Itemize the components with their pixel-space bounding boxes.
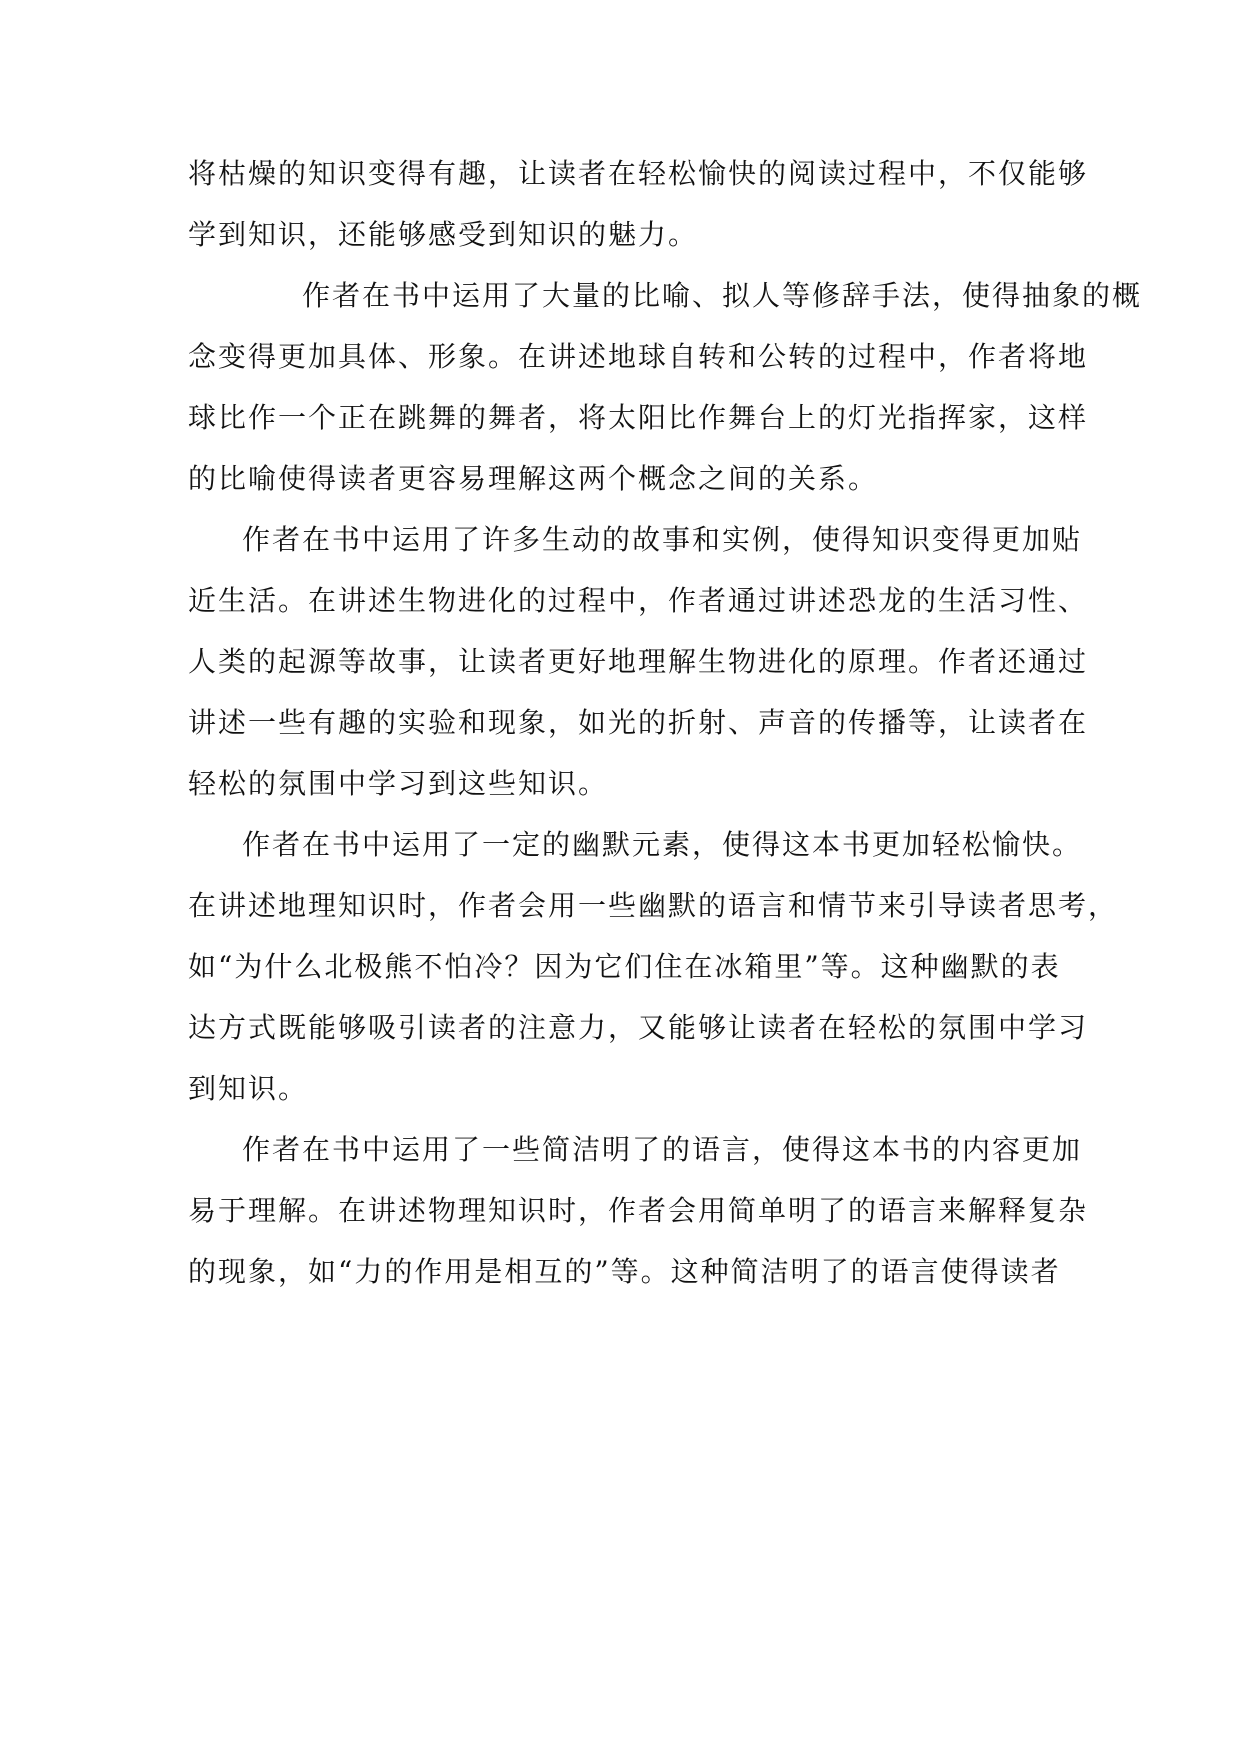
paragraph-line: 人类的起源等故事，让读者更好地理解生物进化的原理。作者还通过: [188, 645, 1089, 678]
document-body: [188, 143, 1143, 1302]
paragraph-line: 作者在书中运用了许多生动的故事和实例，使得知识变得更加贴: [242, 523, 1083, 556]
paragraph-line: 作者在书中运用了一些简洁明了的语言，使得这本书的内容更加: [242, 1133, 1083, 1166]
paragraph-4: [188, 814, 1119, 1119]
paragraph-line: 将枯燥的知识变得有趣，让读者在轻松愉快的阅读过程中，不仅能够: [188, 157, 1089, 190]
paragraph-line: 学到知识，还能够感受到知识的魅力。: [188, 218, 699, 251]
paragraph-line: 作者在书中运用了一定的幽默元素，使得这本书更加轻松愉快。: [242, 828, 1083, 861]
paragraph-line: 的比喻使得读者更容易理解这两个概念之间的关系。: [188, 462, 879, 495]
paragraph-5: [188, 1119, 1089, 1302]
paragraph-line: 的现象，如“力的作用是相互的”等。这种简洁明了的语言使得读者: [188, 1255, 1061, 1288]
paragraph-line: 念变得更加具体、形象。在讲述地球自转和公转的过程中，作者将地: [188, 340, 1089, 373]
paragraph-line: 讲述一些有趣的实验和现象，如光的折射、声音的传播等，让读者在: [188, 706, 1089, 739]
paragraph-line: 易于理解。在讲述物理知识时，作者会用简单明了的语言来解释复杂: [188, 1194, 1089, 1227]
paragraph-1: [188, 143, 1089, 265]
paragraph-line: 球比作一个正在跳舞的舞者，将太阳比作舞台上的灯光指挥家，这样: [188, 401, 1089, 434]
paragraph-line: 如“为什么北极熊不怕冷？因为它们住在冰箱里”等。这种幽默的表: [188, 950, 1061, 983]
paragraph-line: 轻松的氛围中学习到这些知识。: [188, 767, 609, 800]
paragraph-3: [188, 509, 1089, 814]
paragraph-2: [188, 265, 1143, 509]
paragraph-line: 近生活。在讲述生物进化的过程中，作者通过讲述恐龙的生活习性、: [188, 584, 1089, 617]
paragraph-line: 到知识。: [188, 1072, 309, 1105]
paragraph-line: 达方式既能够吸引读者的注意力，又能够让读者在轻松的氛围中学习: [188, 1011, 1089, 1044]
paragraph-line: 在讲述地理知识时，作者会用一些幽默的语言和情节来引导读者思考，: [188, 889, 1119, 922]
paragraph-line: 作者在书中运用了大量的比喻、拟人等修辞手法，使得抽象的概: [302, 279, 1143, 312]
